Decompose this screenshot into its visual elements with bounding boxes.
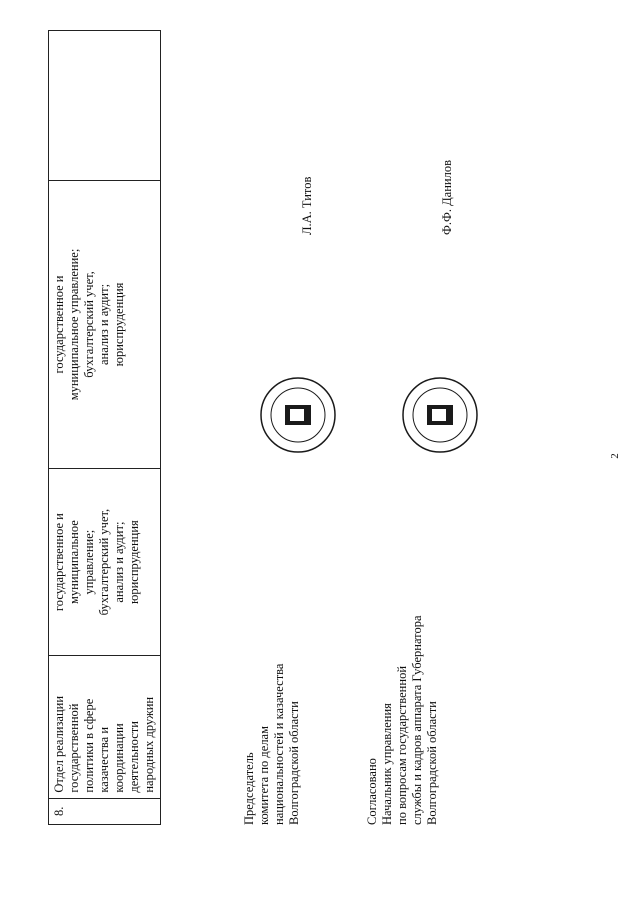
requirements-cell-2: государственное и муниципальное управление; бухгалтерский учет, анализ и аудит; юриспруденция — [49, 180, 161, 468]
official-seal-2 — [400, 375, 480, 455]
official-seal — [258, 375, 338, 455]
rotated-content — [30, 30, 590, 875]
extra-cell — [49, 31, 161, 181]
chairman-name: Л.А. Титов — [300, 176, 314, 235]
staff-table — [48, 30, 161, 825]
chairman-signature-block: Председатель комитета по делам национальностей и казачества Волгоградской области — [242, 663, 301, 825]
page-number: 2 — [609, 453, 621, 459]
approver-name: Ф.Ф. Данилов — [440, 160, 454, 235]
department-cell: Отдел реализации государственной политики в сфере казачества и координации деятельности народных дружин — [49, 656, 161, 798]
row-number: 8. — [49, 798, 161, 824]
requirements-cell-1: государственное и муниципальное управление; бухгалтерский учет, анализ и аудит; юриспруденция — [49, 468, 161, 655]
table-row — [49, 31, 161, 825]
approval-signature-block: Согласовано Начальник управления по вопросам государственной службы и кадров аппарата Губернатора Волгоградской области — [365, 615, 439, 825]
